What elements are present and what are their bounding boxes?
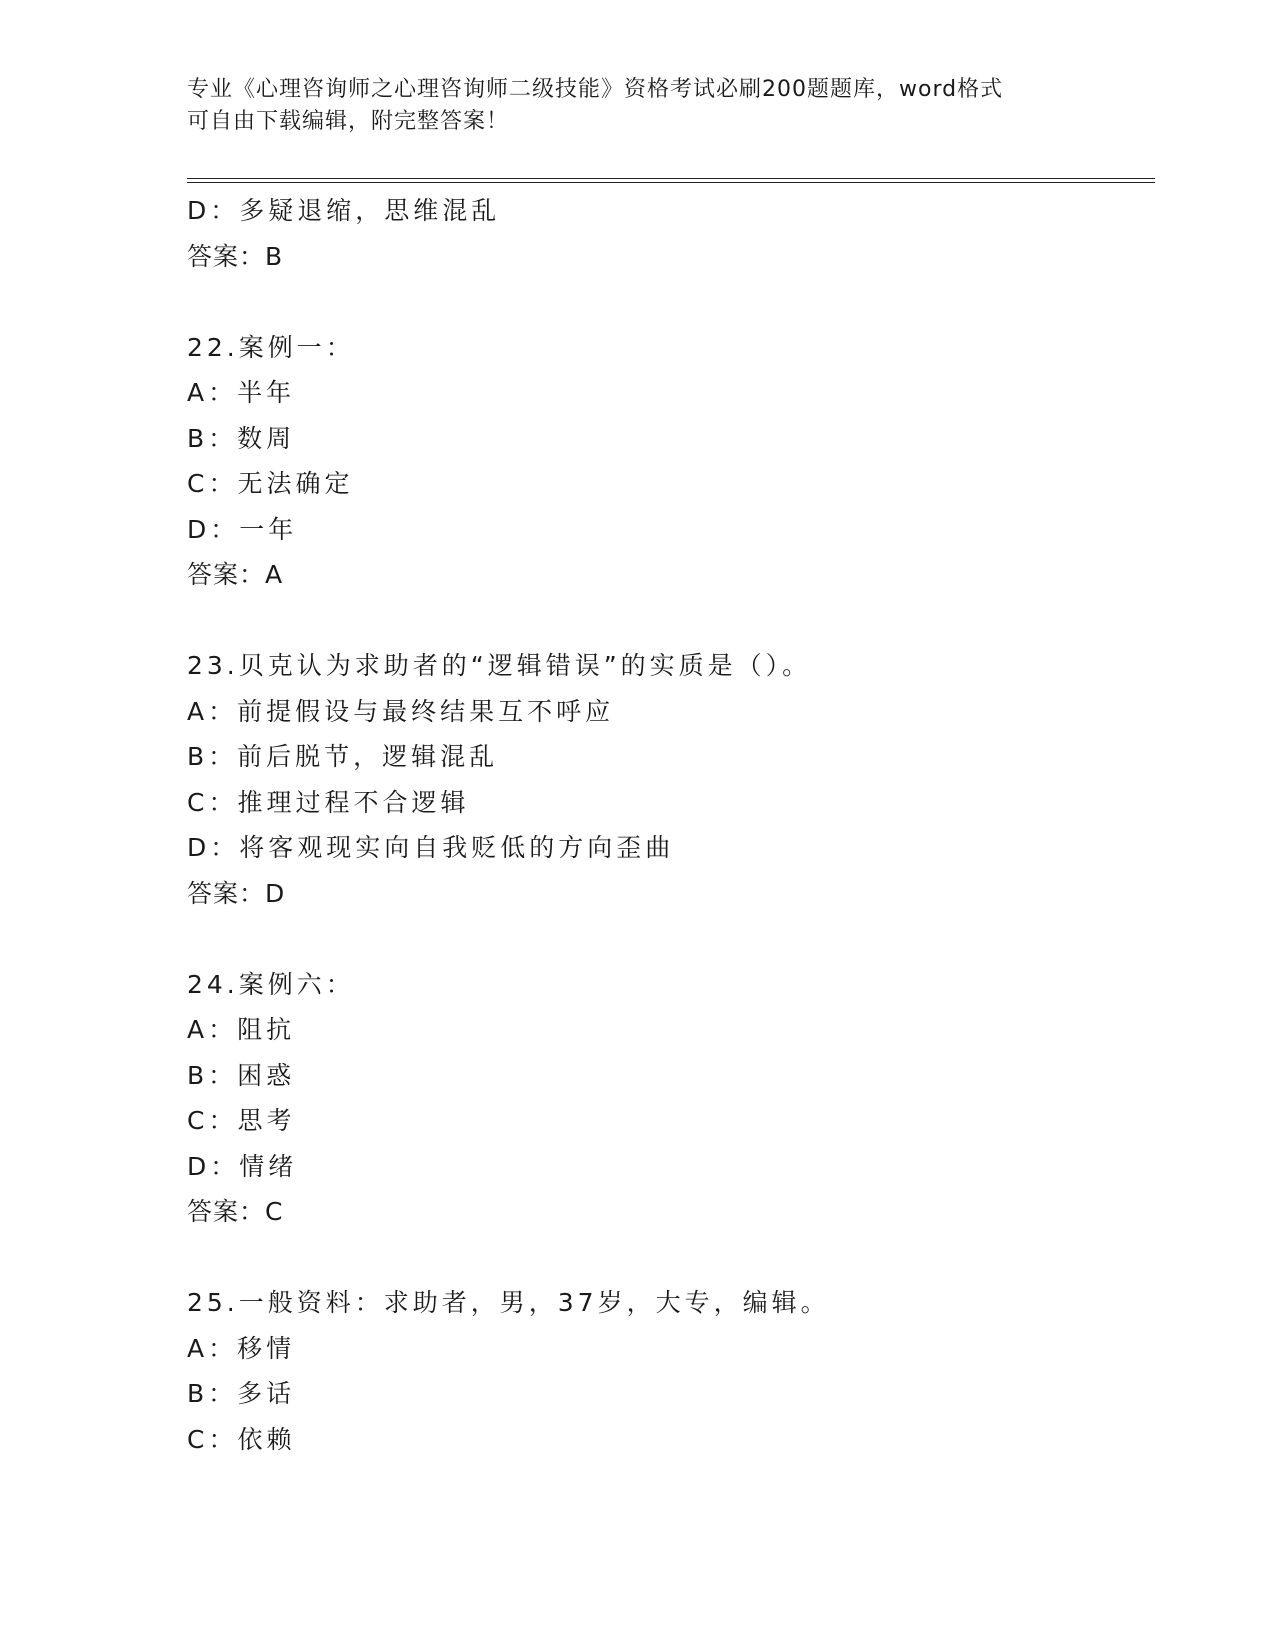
- question-stem: 23.贝克认为求助者的“逻辑错误”的实质是（）。: [187, 651, 812, 680]
- header-divider-top: [187, 178, 1155, 179]
- option-b: B：前后脱节，逻辑混乱: [187, 742, 499, 771]
- option-c: C：思考: [187, 1106, 296, 1135]
- answer-label: 答案：D: [187, 878, 286, 908]
- option-b: B：困惑: [187, 1060, 296, 1090]
- spacer: [187, 598, 1155, 644]
- header-divider-bottom: [187, 182, 1155, 183]
- answer-label: 答案：B: [187, 241, 284, 271]
- question-stem: 24.案例六：: [187, 969, 355, 999]
- option-a: A：移情: [187, 1333, 296, 1363]
- spacer: [187, 279, 1155, 325]
- option-a: A：前提假设与最终结果互不呼应: [187, 696, 615, 726]
- option-d: D：将客观现实向自我贬低的方向歪曲: [187, 833, 675, 862]
- option-b: B：多话: [187, 1379, 296, 1408]
- option-d: D：情绪: [187, 1151, 298, 1181]
- question-stem: 22.案例一：: [187, 332, 355, 362]
- option-c: C：依赖: [187, 1424, 296, 1454]
- question-list: [187, 188, 1155, 1462]
- option-d: D：一年: [187, 514, 298, 544]
- header-line-1: 专业《心理咨询师之心理咨询师二级技能》资格考试必刷200题题库，word格式: [187, 77, 1004, 102]
- question-stem: 25.一般资料：求助者，男，37岁，大专，编辑。: [187, 1288, 830, 1317]
- option-b: B：数周: [187, 423, 296, 453]
- spacer: [187, 916, 1155, 962]
- answer-label: 答案：C: [187, 1197, 284, 1226]
- option-c: C：推理过程不合逻辑: [187, 787, 470, 817]
- header-line-2: 可自由下载编辑，附完整答案！: [187, 109, 510, 134]
- answer-label: 答案：A: [187, 560, 284, 589]
- option-a: A：阻抗: [187, 1015, 296, 1044]
- option-d: D：多疑退缩，思维混乱: [187, 196, 501, 225]
- document-header: [187, 74, 1087, 138]
- option-a: A：半年: [187, 378, 296, 407]
- spacer: [187, 1235, 1155, 1281]
- option-c: C：无法确定: [187, 469, 354, 498]
